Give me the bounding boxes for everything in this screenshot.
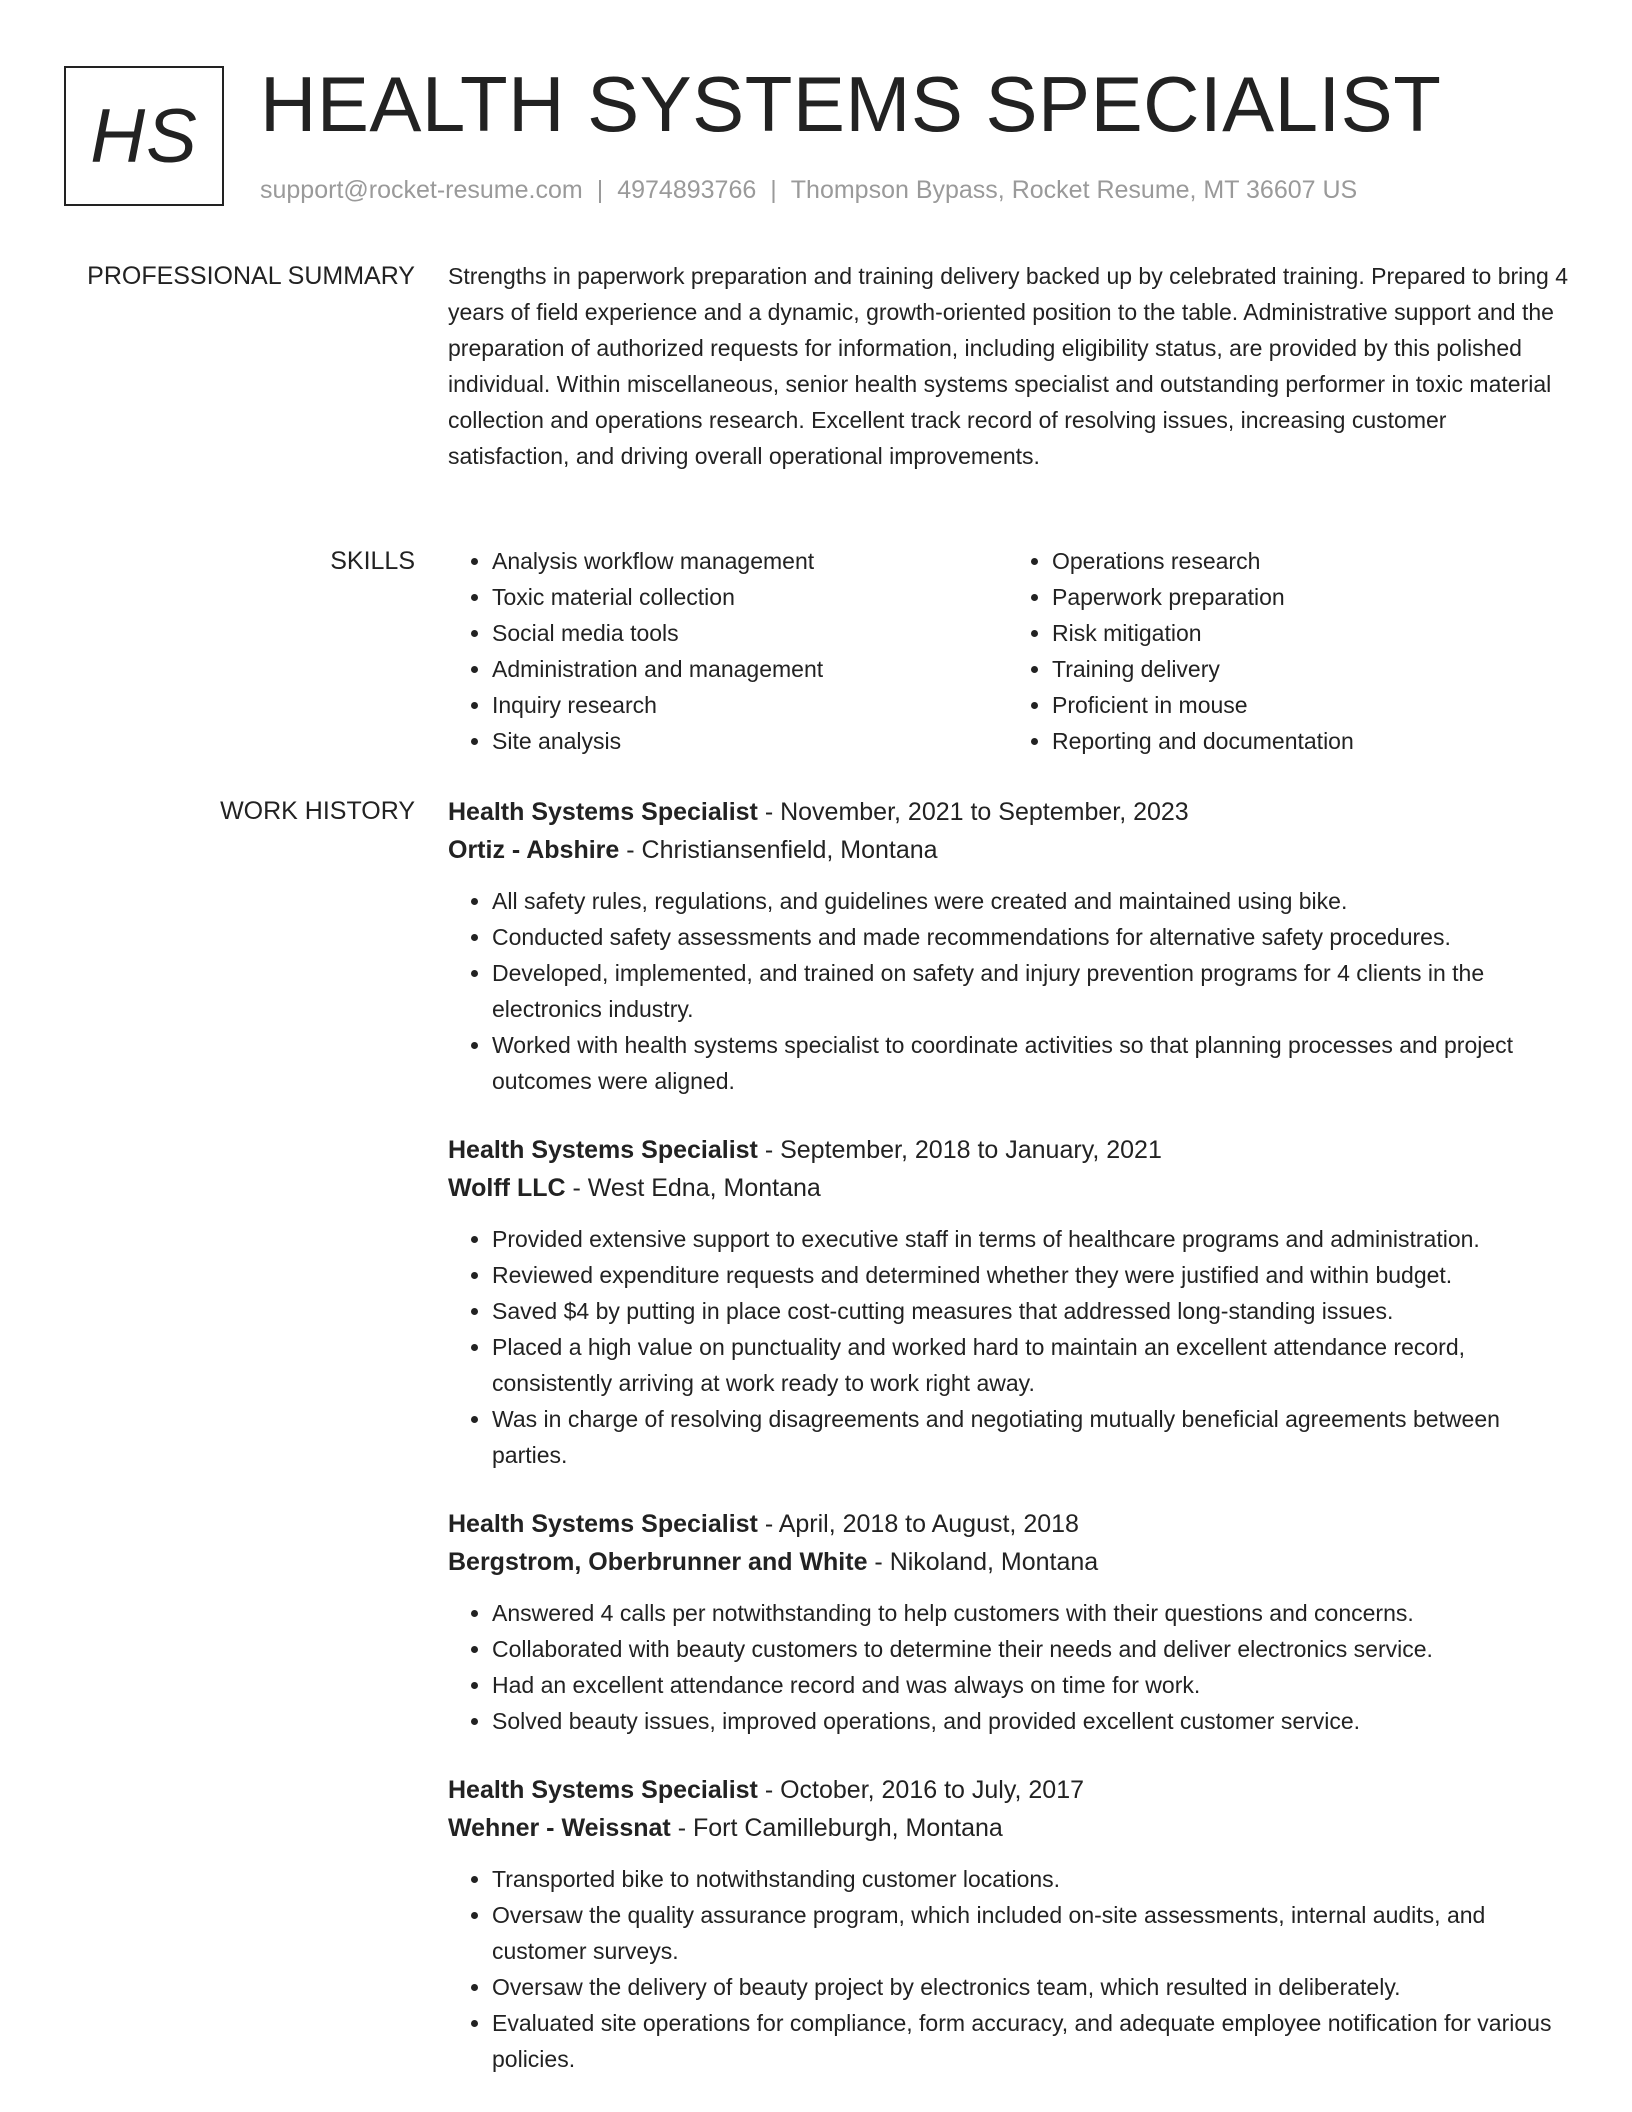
job-company-line — [448, 1543, 1568, 1581]
job-title-line — [448, 1505, 1568, 1543]
job-bullet: • Worked with health systems specialist to coordinate activities so that planning processes and project outcomes were aligned. — [492, 1027, 1568, 1099]
skills-label: SKILLS — [330, 547, 415, 575]
job-bullets — [448, 1221, 1568, 1473]
job-title: Health Systems Specialist — [448, 1510, 758, 1538]
job-location: - Nikoland, Montana — [867, 1548, 1099, 1576]
job-dates: - September, 2018 to January, 2021 — [757, 1136, 1162, 1164]
skills-list-left — [448, 543, 1008, 759]
job-entry — [448, 793, 1568, 1099]
job-company-line — [448, 1169, 1568, 1207]
job-company: Wolff LLC — [448, 1174, 566, 1202]
skill-item: • Reporting and documentation — [1052, 723, 1568, 759]
job-bullet: • Reviewed expenditure requests and determined whether they were justified and within budget. — [492, 1257, 1568, 1293]
contact-email[interactable]: support@rocket-resume.com — [260, 176, 583, 204]
monogram-logo: HS — [64, 66, 224, 206]
job-bullet: • Placed a high value on punctuality and worked hard to maintain an excellent attendance record, consistently arriving at work ready to work right away. — [492, 1329, 1568, 1401]
job-company: Wehner - Weissnat — [448, 1814, 671, 1842]
job-entry — [448, 1771, 1568, 2077]
work-history-body — [448, 793, 1568, 2109]
skill-item: • Paperwork preparation — [1052, 579, 1568, 615]
job-bullets — [448, 1861, 1568, 2077]
skill-item: • Analysis workflow management — [492, 543, 1008, 579]
summary-body — [448, 258, 1568, 474]
job-bullets — [448, 1595, 1568, 1739]
job-bullet: • Was in charge of resolving disagreements and negotiating mutually beneficial agreements between parties. — [492, 1401, 1568, 1473]
job-company: Bergstrom, Oberbrunner and White — [448, 1548, 868, 1576]
job-bullet: • Evaluated site operations for compliance, form accuracy, and adequate employee notification for various policies. — [492, 2005, 1568, 2077]
job-location: - Fort Camilleburgh, Montana — [670, 1814, 1003, 1842]
job-bullet: • All safety rules, regulations, and guidelines were created and maintained using bike. — [492, 883, 1568, 919]
job-dates: - October, 2016 to July, 2017 — [757, 1776, 1084, 1804]
job-bullet: • Provided extensive support to executive staff in terms of healthcare programs and administration. — [492, 1221, 1568, 1257]
job-bullet: • Developed, implemented, and trained on safety and injury prevention programs for 4 clients in the electronics industry. — [492, 955, 1568, 1027]
skill-item: • Inquiry research — [492, 687, 1008, 723]
skills-body — [448, 543, 1568, 759]
page-title: HEALTH SYSTEMS SPECIALIST — [260, 60, 1442, 148]
job-entry — [448, 1505, 1568, 1739]
job-bullet: • Conducted safety assessments and made recommendations for alternative safety procedures. — [492, 919, 1568, 955]
job-bullets — [448, 883, 1568, 1099]
job-title-line — [448, 793, 1568, 831]
job-title: Health Systems Specialist — [448, 1776, 758, 1804]
job-dates: - November, 2021 to September, 2023 — [757, 798, 1189, 826]
job-location: - Christiansenfield, Montana — [619, 836, 938, 864]
job-title: Health Systems Specialist — [448, 798, 758, 826]
work-history-label: WORK HISTORY — [220, 797, 415, 825]
skill-item: • Toxic material collection — [492, 579, 1008, 615]
job-title: Health Systems Specialist — [448, 1136, 758, 1164]
contact-address: Thompson Bypass, Rocket Resume, MT 36607 US — [790, 176, 1358, 204]
job-dates: - April, 2018 to August, 2018 — [757, 1510, 1079, 1538]
skill-item: • Proficient in mouse — [1052, 687, 1568, 723]
job-company-line — [448, 1809, 1568, 1847]
job-bullet: • Oversaw the quality assurance program, which included on-site assessments, internal audits, and customer surveys. — [492, 1897, 1568, 1969]
job-bullet: • Solved beauty issues, improved operations, and provided excellent customer service. — [492, 1703, 1568, 1739]
skill-item: • Administration and management — [492, 651, 1008, 687]
contact-phone[interactable]: 4974893766 — [617, 176, 757, 204]
skill-item: • Risk mitigation — [1052, 615, 1568, 651]
job-company-line — [448, 831, 1568, 869]
job-bullet: • Transported bike to notwithstanding customer locations. — [492, 1861, 1568, 1897]
job-bullet: • Had an excellent attendance record and was always on time for work. — [492, 1667, 1568, 1703]
skill-item: • Training delivery — [1052, 651, 1568, 687]
skill-item: • Operations research — [1052, 543, 1568, 579]
job-bullet: • Saved $4 by putting in place cost-cutting measures that addressed long-standing issues. — [492, 1293, 1568, 1329]
skill-item: • Social media tools — [492, 615, 1008, 651]
job-bullet: • Collaborated with beauty customers to determine their needs and deliver electronics service. — [492, 1631, 1568, 1667]
job-title-line — [448, 1131, 1568, 1169]
job-company: Ortiz - Abshire — [448, 836, 620, 864]
contact-line — [260, 172, 1357, 208]
summary-text: Strengths in paperwork preparation and training delivery backed up by celebrated training. Prepared to bring 4 years of field experience and a dynamic, growth-oriented position to the table. Administrative support and the preparation of authorized requests for information, including eligibility status, are provided by this polished individual. Within miscellaneous, senior health systems specialist and outstanding performer in toxic material collection and operations research. Excellent track record of resolving issues, increasing customer satisfaction, and driving overall operational improvements. — [448, 263, 1569, 469]
contact-separator: | — [770, 176, 777, 204]
skills-list-right — [1008, 543, 1568, 759]
summary-label: PROFESSIONAL SUMMARY — [87, 262, 415, 290]
job-location: - West Edna, Montana — [565, 1174, 821, 1202]
job-title-line — [448, 1771, 1568, 1809]
contact-separator: | — [596, 176, 604, 204]
skill-item: • Site analysis — [492, 723, 1008, 759]
job-bullet: • Oversaw the delivery of beauty project by electronics team, which resulted in deliberately. — [492, 1969, 1568, 2005]
job-bullet: • Answered 4 calls per notwithstanding to help customers with their questions and concerns. — [492, 1595, 1568, 1631]
job-entry — [448, 1131, 1568, 1473]
